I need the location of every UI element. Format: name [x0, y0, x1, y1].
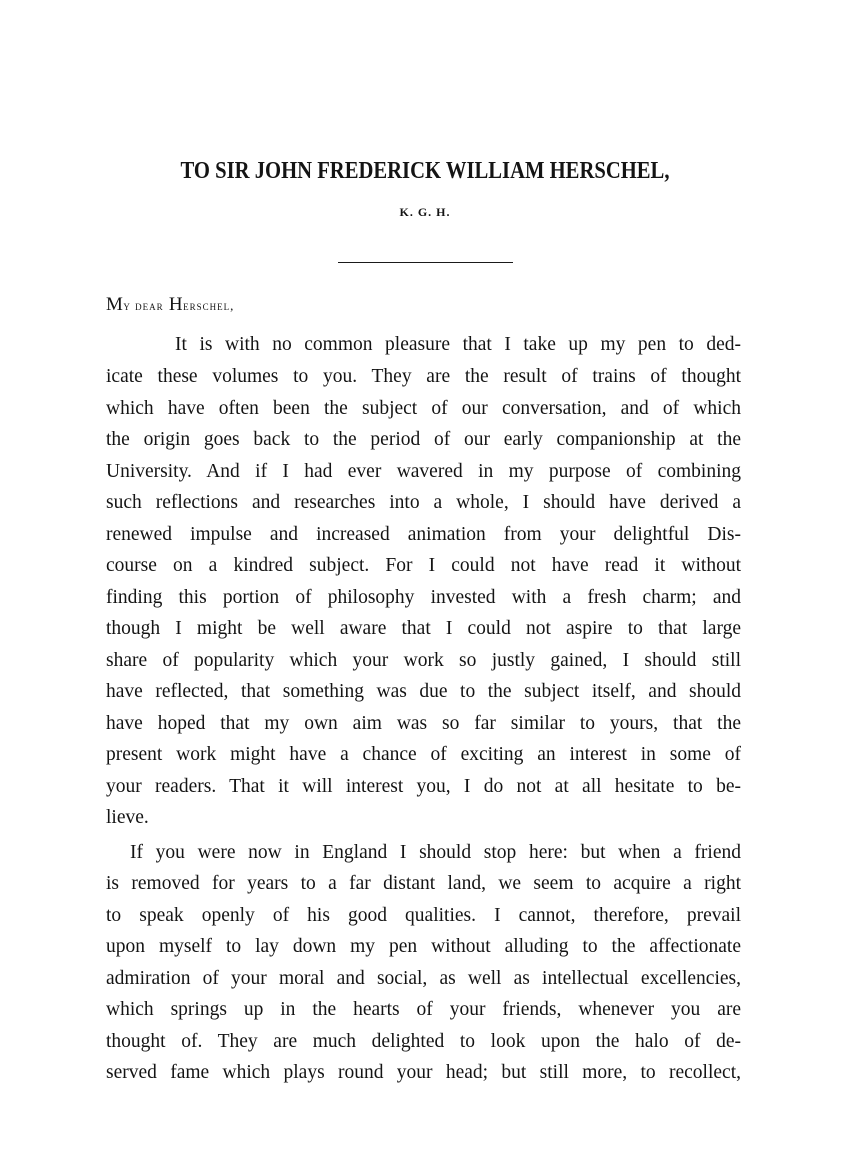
- body-line-9: finding this portion of philosophy invested with a fresh charm; and: [106, 587, 741, 608]
- salutation: [106, 294, 234, 316]
- body-line-8: course on a kindred subject. For I could not have read it without: [106, 555, 741, 576]
- body-line-17: If you were now in England I should stop here: but when a friend: [130, 842, 741, 863]
- body-line-6: such reflections and researches into a whole, I should have derived a: [106, 492, 741, 513]
- salutation-name-initial: H: [168, 294, 184, 315]
- body-line-18: is removed for years to a far distant land, we seem to acquire a right: [106, 873, 741, 894]
- salutation-small-caps: y dear: [123, 298, 164, 313]
- body-line-12: have reflected, that something was due to the subject itself, and should: [106, 681, 741, 702]
- body-line-23: thought of. They are much delighted to look upon the halo of de-: [106, 1031, 741, 1052]
- body-line-13: have hoped that my own aim was so far similar to yours, that the: [106, 713, 741, 734]
- body-line-22: which springs up in the hearts of your friends, whenever you are: [106, 999, 741, 1020]
- body-line-4: the origin goes back to the period of our early companionship at the: [106, 429, 741, 450]
- title-rule: [338, 262, 513, 263]
- salutation-initial: M: [106, 294, 124, 315]
- body-line-24: served fame which plays round your head; but still more, to recollect,: [106, 1062, 741, 1083]
- body-line-20: upon myself to lay down my pen without alluding to the affectionate: [106, 936, 741, 957]
- body-line-7: renewed impulse and increased animation from your delightful Dis-: [106, 524, 741, 545]
- salutation-name-rest: erschel,: [183, 298, 235, 313]
- body-line-5: University. And if I had ever wavered in my purpose of combining: [106, 461, 741, 482]
- dedication-title: TO SIR JOHN FREDERICK WILLIAM HERSCHEL,: [180, 158, 670, 184]
- body-line-11: share of popularity which your work so justly gained, I should still: [106, 650, 741, 671]
- body-line-19: to speak openly of his good qualities. I cannot, therefore, prevail: [106, 905, 741, 926]
- body-line-3: which have often been the subject of our conversation, and of which: [106, 398, 741, 419]
- body-line-16: lieve.: [106, 807, 149, 828]
- body-line-21: admiration of your moral and social, as well as intellectual excellencies,: [106, 968, 741, 989]
- body-line-10: though I might be well aware that I could not aspire to that large: [106, 618, 741, 639]
- body-line-1: It is with no common pleasure that I take up my pen to ded-: [175, 334, 741, 355]
- dedication-subtitle: K. G. H.: [399, 205, 451, 219]
- body-line-15: your readers. That it will interest you, I do not at all hesitate to be-: [106, 776, 741, 797]
- body-line-2: icate these volumes to you. They are the result of trains of thought: [106, 366, 741, 387]
- body-line-14: present work might have a chance of exciting an interest in some of: [106, 744, 741, 765]
